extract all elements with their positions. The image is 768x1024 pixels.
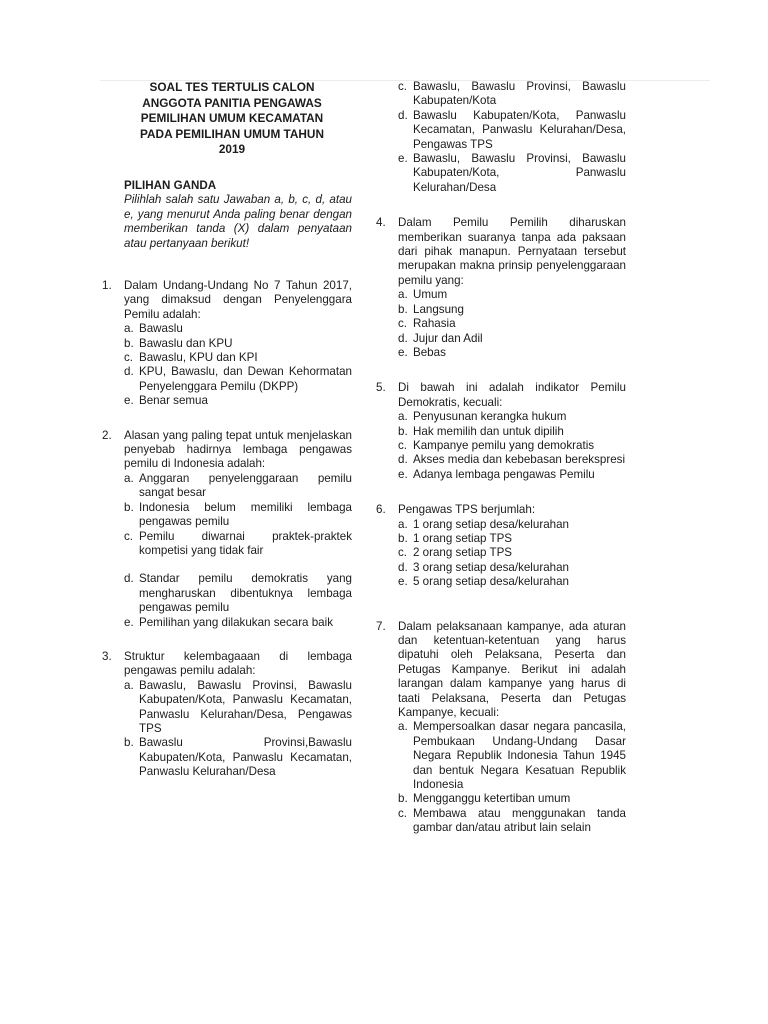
option-a	[398, 410, 626, 424]
option-d	[124, 365, 352, 394]
option-letter: c.	[124, 529, 134, 543]
option-letter: e.	[398, 467, 408, 481]
option-a	[124, 679, 352, 737]
option-letter: b.	[398, 302, 408, 316]
option-letter: e.	[398, 575, 408, 589]
question-5	[376, 381, 626, 482]
option-letter: b.	[398, 792, 408, 806]
option-letter: e.	[398, 345, 408, 359]
question-number: 1.	[102, 279, 112, 292]
option-text: Mengganggu ketertiban umum	[413, 792, 571, 806]
option-e	[124, 616, 352, 630]
option-e	[398, 468, 626, 482]
option-b	[398, 532, 626, 546]
title-line: PADA PEMILIHAN UMUM TAHUN	[140, 126, 324, 141]
option-text: Pemilihan yang dilakukan secara baik	[139, 615, 333, 629]
title-line: ANGGOTA PANITIA PENGAWAS	[142, 95, 322, 110]
option-d	[398, 332, 626, 346]
option-text: Adanya lembaga pengawas Pemilu	[413, 467, 595, 481]
option-letter: e.	[124, 615, 134, 629]
question-3-continued	[398, 80, 626, 195]
option-text: Akses media dan kebebasan berekspresi	[413, 453, 626, 467]
question-number: 6.	[376, 503, 386, 517]
question-text: Pengawas TPS berjumlah:	[398, 503, 536, 517]
option-text: Bawaslu, Bawaslu Provinsi, Bawaslu Kabupaten/Kota	[413, 80, 626, 108]
option-d	[124, 572, 352, 615]
question-text: Struktur kelembagaaan di lembaga pengawas pemilu adalah:	[124, 649, 352, 678]
option-b	[398, 303, 626, 317]
option-text: 3 orang setiap desa/kelurahan	[413, 560, 569, 574]
option-d	[398, 561, 626, 575]
option-letter: a.	[398, 720, 408, 734]
option-letter: d.	[124, 365, 134, 379]
option-c	[124, 351, 352, 365]
question-3	[102, 650, 352, 780]
instructions	[124, 179, 352, 251]
title-line: SOAL TES TERTULIS CALON	[149, 80, 315, 94]
question-number: 5.	[376, 381, 386, 395]
option-letter: b.	[398, 424, 408, 438]
option-text: Umum	[413, 288, 448, 302]
title-line: 2019	[218, 142, 246, 157]
option-text: Bawaslu Kabupaten/Kota, Panwaslu Kecamatan, Panwaslu Kelurahan/Desa, Pengawas TPS	[413, 108, 626, 151]
question-number: 4.	[376, 216, 386, 230]
option-b	[124, 736, 352, 779]
option-letter: d.	[124, 572, 134, 586]
option-text: Jujur dan Adil	[413, 331, 483, 345]
title-line: PEMILIHAN UMUM KECAMATAN	[140, 111, 324, 126]
option-text: 5 orang setiap desa/kelurahan	[413, 575, 569, 589]
option-letter: d.	[398, 453, 408, 467]
option-text: 1 orang setiap desa/kelurahan	[413, 517, 569, 531]
option-letter: c.	[124, 351, 134, 365]
option-text: Bawaslu Provinsi,Bawaslu Kabupaten/Kota, Panwaslu Kecamatan, Panwaslu Kelurahan/Desa	[139, 736, 352, 779]
instructions-text: Pilihlah salah satu Jawaban a, b, c, d, atau e, yang menurut Anda paling benar dengan memberikan tanda (X) dalam penyataan atau pertanyaan berikut!	[124, 193, 352, 250]
option-c	[398, 546, 626, 560]
option-letter: a.	[398, 410, 408, 424]
option-text: Bawaslu, KPU dan KPI	[139, 351, 258, 365]
question-text: Di bawah ini adalah indikator Pemilu Demokratis, kecuali:	[398, 381, 626, 409]
question-text: Dalam Pemilu Pemilih diharuskan memberikan suaranya tanpa ada paksaan dari pihak manapun. Pernyataan tersebut merupakan makna prinsip penyelenggaraan pemilu yang:	[398, 216, 626, 287]
left-column	[102, 80, 352, 780]
option-a	[124, 322, 352, 336]
option-text: Hak memilih dan untuk dipilih	[413, 424, 564, 438]
instructions-heading: PILIHAN GANDA	[124, 178, 217, 192]
option-letter: a.	[398, 517, 408, 531]
option-c	[398, 439, 626, 453]
question-4	[376, 216, 626, 360]
question-number: 3.	[102, 649, 112, 663]
option-text: 1 orang setiap TPS	[413, 531, 513, 545]
option-text: 2 orang setiap TPS	[413, 546, 513, 560]
option-letter: c.	[398, 80, 408, 93]
option-e	[124, 394, 352, 408]
option-text: Standar pemilu demokratis yang mengharuskan dibentuknya lembaga pengawas pemilu	[139, 572, 352, 615]
option-letter: a.	[124, 471, 134, 485]
option-text: Bawaslu, Bawaslu Provinsi, Bawaslu Kabupaten/Kota, Panwaslu Kelurahan/Desa	[413, 152, 626, 194]
option-text: Penyusunan kerangka hukum	[413, 410, 567, 424]
question-2	[102, 429, 352, 630]
option-e	[398, 152, 626, 195]
option-c	[398, 807, 626, 836]
option-letter: e.	[398, 152, 408, 166]
option-letter: b.	[124, 500, 134, 514]
option-text: KPU, Bawaslu, dan Dewan Kehormatan Penyelenggara Pemilu (DKPP)	[139, 365, 352, 393]
option-a	[398, 518, 626, 532]
option-text: Mempersoalkan dasar negara pancasila, Pembukaan Undang-Undang Dasar Negara Republik Indonesia Tahun 1945 dan bentuk Negara Kesatuan Republik Indonesia	[413, 720, 626, 792]
option-d	[398, 453, 626, 467]
option-letter: b.	[124, 336, 134, 350]
option-e	[398, 346, 626, 360]
option-letter: c.	[398, 438, 408, 452]
option-text: Indonesia belum memiliki lembaga pengawas pemilu	[139, 500, 352, 529]
option-text: Anggaran penyelenggaraan pemilu sangat besar	[139, 471, 352, 500]
option-text: Pemilu diwarnai praktek-praktek kompetisi yang tidak fair	[139, 529, 352, 557]
question-7	[376, 620, 626, 836]
option-a	[398, 720, 626, 792]
option-a	[124, 472, 352, 501]
option-letter: d.	[398, 560, 408, 574]
option-e	[398, 575, 626, 589]
option-letter: a.	[124, 322, 134, 336]
question-6	[376, 503, 626, 589]
option-letter: a.	[398, 288, 408, 302]
question-text: Dalam pelaksanaan kampanye, ada aturan dan ketentuan-ketentuan yang harus dipatuhi oleh Pelaksana, Peserta dan Petugas Kampanye. Berikut ini adalah larangan dalam kampanye yang harus di taati Pelaksana, Peserta dan Petugas Kampanye, kecuali:	[398, 619, 626, 720]
option-letter: b.	[124, 736, 134, 750]
option-letter: a.	[124, 678, 134, 692]
option-letter: d.	[398, 108, 408, 122]
option-c	[398, 80, 626, 109]
option-d	[398, 109, 626, 152]
option-letter: b.	[398, 531, 408, 545]
option-text: Bawaslu dan KPU	[139, 336, 233, 350]
question-1	[102, 279, 352, 409]
option-text: Membawa atau menggunakan tanda gambar dan/atau atribut lain selain	[413, 806, 626, 835]
option-text: Bebas	[413, 345, 446, 359]
option-b	[398, 425, 626, 439]
question-text: Alasan yang paling tepat untuk menjelaskan penyebab hadirnya lembaga pengawas pemilu di Indonesia adalah:	[124, 428, 352, 471]
option-letter: c.	[398, 317, 408, 331]
option-letter: c.	[398, 806, 408, 820]
option-letter: d.	[398, 331, 408, 345]
question-text: Dalam Undang-Undang No 7 Tahun 2017, yang dimaksud dengan Penyelenggara Pemilu adalah:	[124, 279, 352, 321]
option-b	[398, 792, 626, 806]
option-text: Kampanye pemilu yang demokratis	[413, 438, 595, 452]
option-letter: c.	[398, 546, 408, 560]
option-c	[398, 317, 626, 331]
option-b	[124, 337, 352, 351]
option-text: Bawaslu	[139, 322, 183, 336]
right-column	[376, 80, 626, 836]
option-text: Benar semua	[139, 394, 208, 408]
option-a	[398, 288, 626, 302]
option-b	[124, 501, 352, 530]
option-text: Rahasia	[413, 317, 456, 331]
option-letter: e.	[124, 394, 134, 408]
option-text: Langsung	[413, 302, 464, 316]
option-c	[124, 530, 352, 559]
option-text: Bawaslu, Bawaslu Provinsi, Bawaslu Kabupaten/Kota, Panwaslu Kecamatan, Panwaslu Kelurahan/Desa, Pengawas TPS	[139, 678, 352, 735]
document-title	[102, 80, 352, 158]
question-number: 2.	[102, 428, 112, 442]
question-number: 7.	[376, 619, 386, 633]
